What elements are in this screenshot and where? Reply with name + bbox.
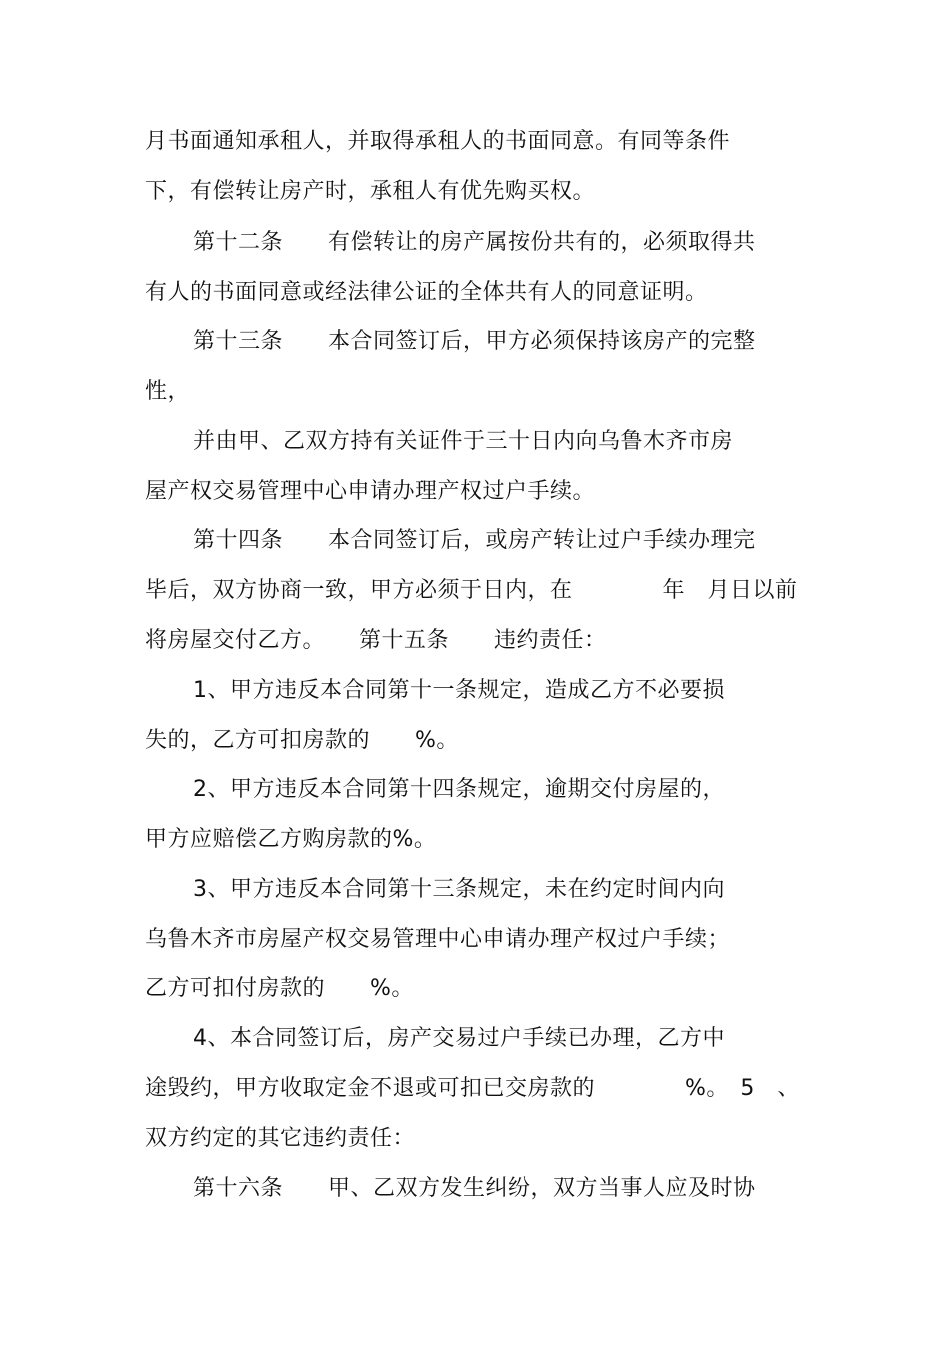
text-line: 月书面通知承租人，并取得承租人的书面同意。有同等条件 (145, 129, 731, 154)
text-line: 途毁约，甲方收取定金不退或可扣已交房款的 %。 5 、 (145, 1076, 800, 1101)
text-line: 第十二条 有偿转让的房产属按份共有的，必须取得共 (193, 230, 756, 255)
text-line: 2、甲方违反本合同第十四条规定，逾期交付房屋的， (193, 777, 725, 802)
text-line: 双方约定的其它违约责任： (145, 1126, 416, 1151)
text-line: 甲方应赔偿乙方购房款的%。 (145, 827, 437, 852)
text-line: 第十三条 本合同签订后，甲方必须保持该房产的完整 (193, 329, 756, 354)
text-line: 屋产权交易管理中心申请办理产权过户手续。 (145, 479, 596, 504)
text-line: 毕后，双方协商一致，甲方必须于日内，在 年 月日以前 (145, 578, 798, 603)
text-line: 第十四条 本合同签订后，或房产转让过户手续办理完 (193, 528, 756, 553)
text-line: 乌鲁木齐市房屋产权交易管理中心申请办理产权过户手续； (145, 927, 731, 952)
text-line: 乙方可扣付房款的 %。 (145, 976, 414, 1001)
text-line: 并由甲、乙双方持有关证件于三十日内向乌鲁木齐市房 (193, 429, 734, 454)
text-line: 1、甲方违反本合同第十一条规定，造成乙方不必要损 (193, 678, 725, 703)
text-line: 4、本合同签订后，房产交易过户手续已办理，乙方中 (193, 1026, 725, 1051)
text-line: 下，有偿转让房产时，承租人有优先购买权。 (145, 179, 596, 204)
text-line: 第十六条 甲、乙双方发生纠纷，双方当事人应及时协 (193, 1176, 756, 1201)
text-line: 有人的书面同意或经法律公证的全体共有人的同意证明。 (145, 280, 708, 305)
text-line: 失的，乙方可扣房款的 %。 (145, 728, 459, 753)
text-line: 3、甲方违反本合同第十三条规定，未在约定时间内向 (193, 877, 725, 902)
text-line: 性， (145, 379, 191, 404)
text-line: 将房屋交付乙方。 第十五条 违约责任： (145, 628, 607, 653)
